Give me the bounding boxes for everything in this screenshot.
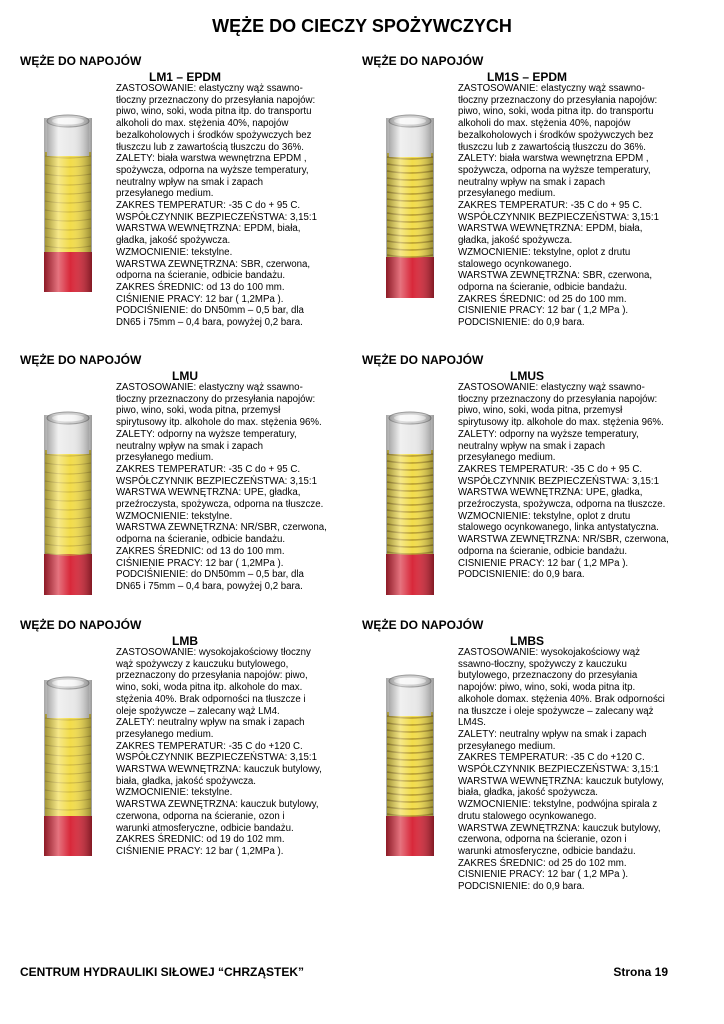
desc-line: PODCIŚNIENIE: do DN50mm – 0,5 bar, dla: [116, 569, 304, 581]
product-description: [458, 382, 684, 581]
desc-line: piwo, wino, soki, woda pitna, przemysł: [458, 405, 623, 417]
desc-line: CIŚNIENIE PRACY: 12 bar ( 1,2MPa ).: [116, 845, 284, 857]
desc-line: CISNIENIE PRACY: 12 bar ( 1,2 MPa ).: [458, 557, 629, 569]
desc-line: WSPÓŁCZYNNIK BEZPIECZEŃSTWA: 3,15:1: [116, 475, 317, 487]
hose-image: [38, 674, 98, 856]
desc-line: WSPÓŁCZYNNIK BEZPIECZEŃSTWA: 3,15:1: [458, 475, 659, 487]
desc-line: neutralny wpływ na smak i zapach: [458, 440, 605, 452]
desc-line: WARSTWA ZEWNĘTRZNA: kauczuk butylowy,: [116, 799, 319, 811]
desc-line: piwo, wino, soki, woda pitna itp. do transportu: [116, 106, 312, 118]
desc-line: piwo, wino, soki, woda pitna, przemysł: [116, 405, 281, 417]
desc-line: WSPÓŁCZYNNIK BEZPIECZEŃSTWA: 3,15:1: [458, 211, 659, 223]
desc-line: WARSTWA WEWNĘTRZNA: EPDM, biała,: [116, 223, 301, 235]
desc-line: ZAKRES TEMPERATUR: -35 C do + 95 C.: [458, 200, 643, 212]
desc-line: ZALETY: neutralny wpływ na smak i zapach: [116, 717, 305, 729]
product-name: LMUS: [510, 369, 544, 383]
footer-page-number: Strona 19: [613, 965, 668, 979]
desc-line: bezalkoholowych i środków spożywczych bez: [458, 129, 654, 141]
desc-line: stalowego ocynkowanego, linka antystatyczna.: [458, 522, 659, 534]
desc-line: ZALETY: neutralny wpływ na smak i zapach: [458, 728, 647, 740]
desc-line: CIŚNIENIE PRACY: 12 bar ( 1,2MPa ).: [116, 293, 284, 305]
desc-line: WSPÓŁCZYNNIK BEZPIECZEŃSTWA: 3,15:1: [116, 752, 317, 764]
desc-line: PODCISNIENIE: do 0,9 bara.: [458, 317, 585, 329]
desc-line: ZASTOSOWANIE: wysokojakościowy tłoczny: [116, 647, 311, 658]
desc-line: CISNIENIE PRACY: 12 bar ( 1,2 MPa ).: [458, 869, 629, 881]
desc-line: napojów: piwo, wino, soki, woda pitna itp.: [458, 682, 636, 694]
desc-line: gładka, jakość spożywcza.: [458, 235, 573, 247]
desc-line: przesyłanego medium.: [458, 452, 556, 464]
desc-line: WARSTWA WEWNĘTRZNA: EPDM, biała,: [458, 223, 643, 235]
desc-line: PODCISNIENIE: do 0,9 bara.: [458, 569, 585, 581]
desc-line: WZMOCNIENIE: tekstylne.: [116, 787, 233, 799]
desc-line: biała, gładka, jakość spożywcza.: [116, 775, 257, 787]
desc-line: WARSTWA ZEWNĘTRZNA: SBR, czerwona,: [116, 258, 311, 270]
section-heading: WĘŻE DO NAPOJÓW: [20, 353, 142, 367]
desc-line: WARSTWA WEWNĘTRZNA: kauczuk butylowy,: [458, 775, 664, 787]
desc-line: przesyłanego medium.: [458, 188, 556, 200]
product-section-lm1s: [362, 54, 692, 354]
product-section-lmbs: [362, 618, 692, 918]
desc-line: czerwona, odporna na ścieranie, ozon i: [116, 810, 285, 822]
desc-line: PODCISNIENIE: do 0,9 bara.: [458, 881, 585, 893]
desc-line: spirytusowy itp. alkohole do max. stężenia 96%.: [458, 417, 664, 429]
product-section-lm1: [20, 54, 350, 354]
desc-line: odporna na ścieranie, odbicie bandażu.: [116, 534, 286, 546]
desc-line: gładka, jakość spożywcza.: [116, 235, 231, 247]
product-section-lmb: [20, 618, 350, 918]
desc-line: wąż spożywczy z kauczuku butylowego,: [116, 658, 289, 670]
desc-line: DN65 i 75mm – 0,4 bara, powyżej 0,2 bara.: [116, 317, 303, 329]
section-heading: WĘŻE DO NAPOJÓW: [362, 618, 484, 632]
desc-line: ZASTOSOWANIE: elastyczny wąż ssawno-: [116, 382, 303, 393]
product-description: [458, 83, 684, 329]
desc-line: WARSTWA WEWNĘTRZNA: kauczuk butylowy,: [116, 764, 322, 776]
product-name: LMB: [172, 634, 198, 648]
desc-line: WZMOCNIENIE: tekstylne.: [116, 510, 233, 522]
desc-line: stężenia 40%. Brak odporności na tłuszcze i: [116, 693, 306, 705]
product-description: [116, 382, 342, 593]
desc-line: neutralny wpływ na smak i zapach: [116, 440, 263, 452]
desc-line: przeznaczony do przesyłania napojów: piwo,: [116, 670, 308, 682]
desc-line: spożywcza, odporna na wyższe temperatury,: [458, 164, 651, 176]
desc-line: odporna na ścieranie, odbicie bandażu.: [458, 545, 628, 557]
desc-line: bezalkoholowych i środków spożywczych bez: [116, 129, 312, 141]
product-description: [116, 647, 342, 858]
desc-line: alkoholi do max. stężenia 40%, napojów: [116, 118, 289, 130]
desc-line: ZALETY: biała warstwa wewnętrzna EPDM ,: [458, 153, 649, 165]
desc-line: alkoholi do max. stężenia 40%, napojów: [458, 118, 631, 130]
desc-line: ZAKRES TEMPERATUR: -35 C do + 95 C.: [116, 200, 301, 212]
desc-line: ZAKRES TEMPERATUR: -35 C do +120 C.: [116, 740, 303, 752]
product-name: LMBS: [510, 634, 544, 648]
desc-line: WARSTWA ZEWNĘTRZNA: SBR, czerwona,: [458, 270, 653, 282]
desc-line: biała, gładka, jakość spożywcza.: [458, 787, 599, 799]
desc-line: ZAKRES ŚREDNIC: od 19 do 102 mm.: [116, 834, 285, 846]
desc-line: przesyłanego medium.: [116, 188, 214, 200]
desc-line: tłoczny przeznaczony do przesyłania napojów:: [458, 94, 658, 106]
desc-line: WARSTWA WEWNĘTRZNA: UPE, gładka,: [116, 487, 301, 499]
desc-line: WSPÓŁCZYNNIK BEZPIECZEŃSTWA: 3,15:1: [116, 211, 317, 223]
section-heading: WĘŻE DO NAPOJÓW: [362, 54, 484, 68]
desc-line: neutralny wpływ na smak i zapach: [458, 176, 605, 188]
desc-line: WSPÓŁCZYNNIK BEZPIECZEŃSTWA: 3,15:1: [458, 764, 659, 776]
desc-line: WZMOCNIENIE: tekstylne, oplot z drutu: [458, 246, 631, 258]
desc-line: ZAKRES ŚREDNIC: od 13 do 100 mm.: [116, 545, 285, 557]
section-heading: WĘŻE DO NAPOJÓW: [20, 54, 142, 68]
desc-line: alkohole domax. stężenia 40%. Brak odporności: [458, 693, 665, 705]
desc-line: spirytusowy itp. alkohole do max. stężenia 96%.: [116, 417, 322, 429]
desc-line: ZAKRES TEMPERATUR: -35 C do + 95 C.: [116, 463, 301, 475]
desc-line: oleje spożywcze – zalecany wąż LM4.: [116, 705, 280, 717]
page-title: WĘŻE DO CIECZY SPOŻYWCZYCH: [212, 16, 512, 36]
desc-line: LM4S.: [458, 717, 486, 729]
desc-line: przeźroczysta, spożywcza, odporna na tłuszcze.: [116, 499, 324, 511]
desc-line: tłuszczu lub z zawartością tłuszczu do 36%.: [116, 141, 304, 153]
desc-line: CISNIENIE PRACY: 12 bar ( 1,2 MPa ).: [458, 305, 629, 317]
desc-line: WARSTWA WEWNĘTRZNA: UPE, gładka,: [458, 487, 643, 499]
desc-line: przeźroczysta, spożywcza, odporna na tłuszcze.: [458, 499, 666, 511]
desc-line: ZASTOSOWANIE: elastyczny wąż ssawno-: [458, 83, 645, 94]
section-heading: WĘŻE DO NAPOJÓW: [362, 353, 484, 367]
desc-line: ZALETY: biała warstwa wewnętrzna EPDM ,: [116, 153, 307, 165]
desc-line: wino, soki, woda pitna itp. alkohole do max.: [116, 682, 303, 694]
desc-line: WARSTWA ZEWNĘTRZNA: NR/SBR, czerwona,: [116, 522, 327, 534]
hose-image: [380, 112, 440, 298]
hose-image: [38, 112, 98, 292]
hose-image: [380, 409, 440, 595]
desc-line: WARSTWA ZEWNĘTRZNA: kauczuk butylowy,: [458, 822, 661, 834]
desc-line: ZALETY: odporny na wyższe temperatury,: [116, 428, 297, 440]
product-section-lmus: [362, 353, 692, 613]
desc-line: przesyłanego medium.: [116, 728, 214, 740]
footer-company: CENTRUM HYDRAULIKI SIŁOWEJ “CHRZĄSTEK”: [20, 965, 304, 979]
desc-line: ZAKRES TEMPERATUR: -35 C do + 95 C.: [458, 463, 643, 475]
section-heading: WĘŻE DO NAPOJÓW: [20, 618, 142, 632]
desc-line: warunki atmosferyczne, odbicie bandażu.: [116, 822, 294, 834]
desc-line: ZAKRES ŚREDNIC: od 13 do 100 mm.: [116, 281, 285, 293]
desc-line: tłoczny przeznaczony do przesyłania napojów:: [458, 393, 658, 405]
product-section-lmu: [20, 353, 350, 613]
product-name: LM1S – EPDM: [486, 70, 567, 84]
desc-line: WZMOCNIENIE: tekstylne, podwójna spirala z: [458, 799, 658, 811]
desc-line: DN65 i 75mm – 0,4 bara, powyżej 0,2 bara.: [116, 580, 303, 592]
desc-line: WZMOCNIENIE: tekstylne.: [116, 246, 233, 258]
desc-line: odporna na ścieranie, odbicie bandażu.: [116, 270, 286, 282]
desc-line: ZAKRES ŚREDNIC: od 25 do 100 mm.: [458, 293, 627, 305]
desc-line: odporna na ścieranie, odbicie bandażu.: [458, 281, 628, 293]
desc-line: czerwona, odporna na ścieranie, ozon i: [458, 834, 627, 846]
desc-line: ZAKRES TEMPERATUR: -35 C do +120 C.: [458, 752, 645, 764]
desc-line: warunki atmosferyczne, odbicie bandażu.: [458, 845, 636, 857]
hose-image: [38, 409, 98, 595]
desc-line: ZALETY: odporny na wyższe temperatury,: [458, 428, 639, 440]
product-description: [458, 647, 684, 893]
product-name: LM1 – EPDM: [148, 70, 221, 84]
desc-line: stalowego ocynkowanego.: [458, 258, 572, 270]
desc-line: CIŚNIENIE PRACY: 12 bar ( 1,2MPa ).: [116, 557, 284, 569]
desc-line: ZASTOSOWANIE: elastyczny wąż ssawno-: [116, 83, 303, 94]
hose-image: [380, 672, 440, 856]
desc-line: ZASTOSOWANIE: elastyczny wąż ssawno-: [458, 382, 645, 393]
desc-line: butylowego, przeznaczony do przesyłania: [458, 670, 638, 682]
desc-line: ZAKRES ŚREDNIC: od 25 do 102 mm.: [458, 857, 627, 869]
desc-line: spożywcza, odporna na wyższe temperatury,: [116, 164, 309, 176]
desc-line: drutu stalowego ocynkowanego.: [458, 810, 597, 822]
product-name: LMU: [172, 369, 198, 383]
product-description: [116, 83, 342, 329]
desc-line: przesyłanego medium.: [116, 452, 214, 464]
desc-line: przesyłanego medium.: [458, 740, 556, 752]
desc-line: neutralny wpływ na smak i zapach: [116, 176, 263, 188]
desc-line: WZMOCNIENIE: tekstylne, oplot z drutu: [458, 510, 631, 522]
desc-line: PODCIŚNIENIE: do DN50mm – 0,5 bar, dla: [116, 305, 304, 317]
desc-line: tłoczny przeznaczony do przesyłania napojów:: [116, 94, 316, 106]
desc-line: WARSTWA ZEWNĘTRZNA: NR/SBR, czerwona,: [458, 534, 669, 546]
desc-line: piwo, wino, soki, woda pitna itp. do transportu: [458, 106, 654, 118]
desc-line: tłoczny przeznaczony do przesyłania napojów:: [116, 393, 316, 405]
desc-line: ssawno-tłoczny, spożywczy z kauczuku: [458, 658, 627, 670]
desc-line: na tłuszcze i oleje spożywcze – zalecany wąż: [458, 705, 654, 717]
desc-line: tłuszczu lub z zawartością tłuszczu do 36%.: [458, 141, 646, 153]
desc-line: ZASTOSOWANIE: wysokojakościowy wąż: [458, 647, 640, 658]
